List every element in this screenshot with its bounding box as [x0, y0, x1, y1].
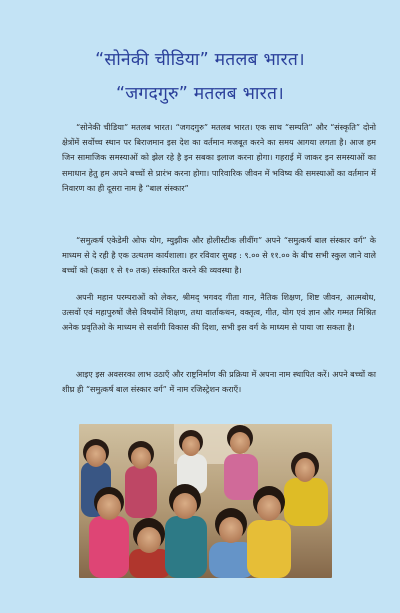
heading-line-2: “जगदगुरु” मतलब भारत। [115, 84, 284, 104]
paragraph-intro: “सोनेकी चीडिया” मतलब भारत। “जगदगुरु” मतलब भारत। एक साथ “सम्पति” और “संस्कृति” दोनो क्षेत्रोंमें सर्वोच्च स्थान पर बिराजमान इस देश का वर्तमान मजबूत करने का समय आगया लगता है। आज हम जिन सामाजिक समस्याओं को झेल रहे है इन सबका इलाज करना होगा। गहराई में जाकर इन समस्याओं का समाधान हेतु हम अपने बच्चों से प्रारंभ करना होगा। पारिवारिक जीवन में भविष्य की समस्याओं का वर्तमान में निवारण का ही दूसरा नाम है “बाल संस्कार” [62, 122, 376, 193]
paragraph-call-to-action: आइए इस अवसरका लाभ उठाएँ और राष्ट्रनिर्माण की प्रक्रिया में अपना नाम स्थापित करें। अपने बच्चों का शीघ्र ही “समुत्कर्ष बाल संस्कार वर्ग” में नाम रजिस्ट्रेशन कराएँ। [62, 369, 376, 395]
paragraph-academy: “समुत्कर्ष एकेडेमी ओफ योग, म्युझीक और होलीस्टीक लीवींग” अपने “समुत्कर्ष बाल संस्कार वर्ग” के माध्यम से दे रही है एक उत्थतम कार्यशाला। हर रविवार सुबह : ९.०० से ११.०० के बीच सभी स्कुल जाने वाले बच्चों को (कक्षा १ से १० तक) संस्कारित करने की व्यवस्था है। [62, 235, 376, 276]
paragraph-activities: अपनी महान परम्पराओं को लेकर, श्रीमद् भगवद गीता गान, नैतिक शिक्षण, शिष्ट जीवन, आत्मबोध, उत्सवों एवं महापुरुषों जैसे विषयोंमें शिक्षण, तथा वार्ताकथन, वक्तृत्व, गीत, योग एवं ज्ञान और गम्मत मिश्रित अनेक प्रवृतिओ के माध्यम से सर्वागी विकास की दिशा, सभी इस वर्ग के माध्यम से पाया जा सकता है। [62, 292, 376, 333]
children-group-photo [79, 424, 332, 578]
heading-line-1: “सोनेकी चीडिया” मतलब भारत। [95, 50, 305, 70]
